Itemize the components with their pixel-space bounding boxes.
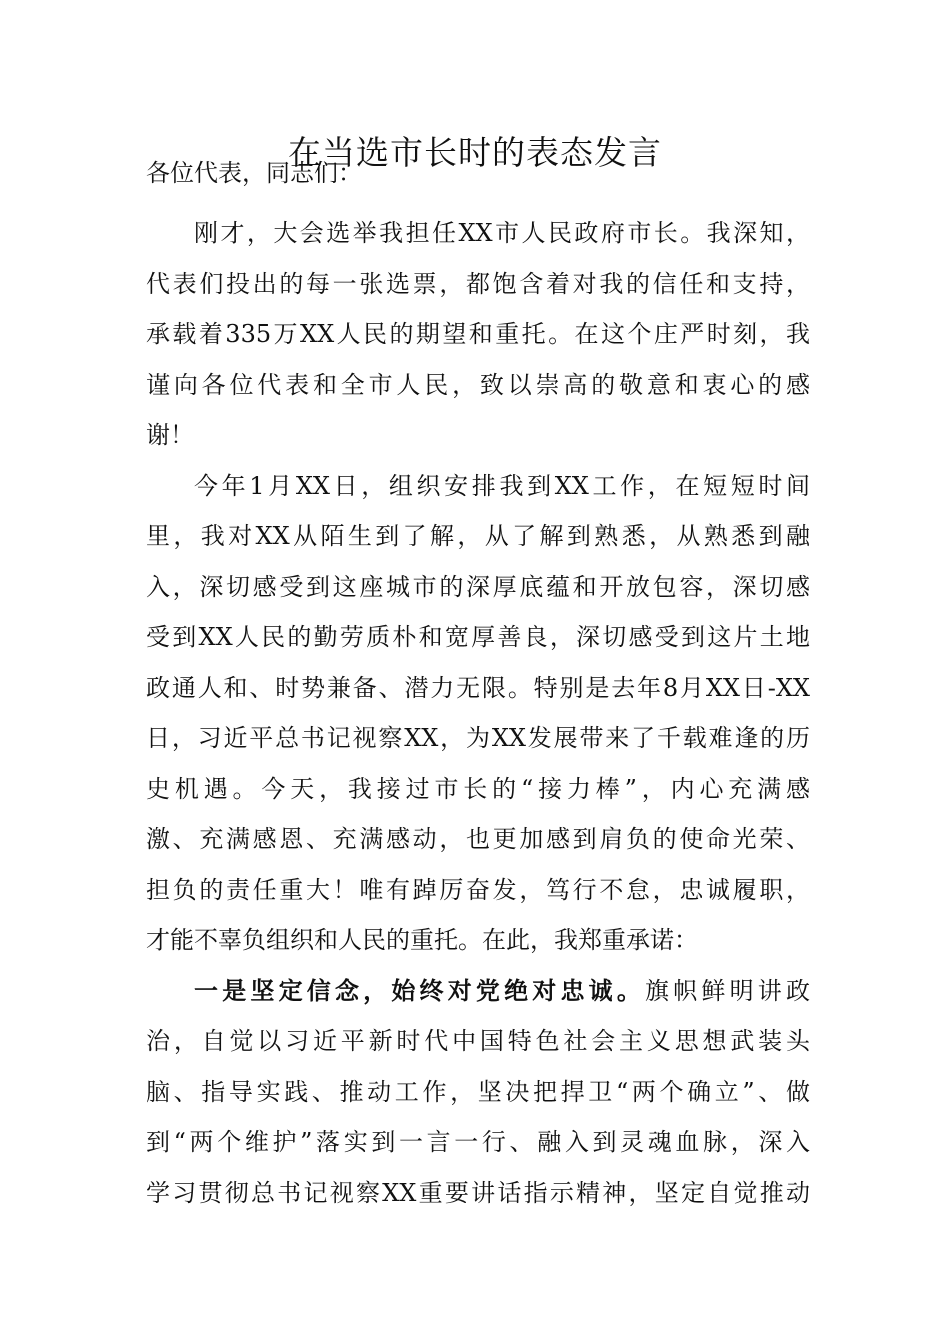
line-text: 史机遇。今天，我接过市长的“接力棒”，内心充满感 [146, 774, 810, 803]
body-text [146, 208, 810, 1218]
text-line [146, 309, 810, 360]
line-text: 里，我对XX从陌生到了解，从了解到熟悉，从熟悉到融 [146, 522, 810, 550]
text-line [146, 1117, 810, 1168]
text-line [146, 259, 810, 310]
text-line [146, 713, 810, 764]
text-line [146, 966, 810, 1017]
text-line [146, 865, 810, 916]
line-text: 承载着335万XX人民的期望和重托。在这个庄严时刻，我 [146, 320, 810, 348]
text-line [146, 1168, 810, 1219]
line-text: 脑、指导实践、推动工作，坚决把捍卫“两个确立”、做 [146, 1077, 810, 1106]
text-line [146, 663, 810, 714]
text-line [146, 764, 810, 815]
text-line [146, 1067, 810, 1118]
line-text: 激、充满感恩、充满感动，也更加感到肩负的使命光荣、 [146, 825, 810, 853]
bold-heading: 一是坚定信念，始终对党绝对忠诚。 [194, 976, 646, 1005]
text-line [146, 360, 810, 411]
document-title: 在当选市长时的表态发言 [288, 133, 662, 172]
line-text: 旗帜鲜明讲政 [645, 976, 810, 1005]
line-text: 才能不辜负组织和人民的重托。在此，我郑重承诺： [146, 926, 698, 954]
text-line [146, 410, 810, 461]
line-text: 入，深切感受到这座城市的深厚底蕴和开放包容，深切感 [146, 572, 810, 601]
line-text: 政通人和、时势兼备、潜力无限。特别是去年8月XX日-XX [146, 673, 810, 702]
text-line [146, 208, 810, 259]
text-line [146, 562, 810, 613]
line-text: 日，习近平总书记视察XX，为XX发展带来了千载难逢的历 [146, 724, 810, 752]
text-line [146, 461, 810, 512]
line-text: 担负的责任重大！唯有踔厉奋发，笃行不怠，忠诚履职， [146, 875, 810, 904]
line-text: 刚才，大会选举我担任XX市人民政府市长。我深知， [194, 219, 810, 247]
line-text: 到“两个维护”落实到一言一行、融入到灵魂血脉，深入 [146, 1128, 810, 1156]
text-line [146, 814, 810, 865]
line-text: 今年1月XX日，组织安排我到XX工作，在短短时间 [194, 471, 810, 500]
text-line [146, 511, 810, 562]
line-text: 学习贯彻总书记视察XX重要讲话指示精神，坚定自觉推动 [146, 1178, 810, 1207]
line-text: 谨向各位代表和全市人民，致以崇高的敬意和衷心的感 [146, 370, 810, 399]
line-text: 受到XX人民的勤劳质朴和宽厚善良，深切感受到这片土地 [146, 623, 810, 651]
greeting: 各位代表，同志们： [146, 159, 362, 187]
line-text: 谢！ [146, 421, 194, 449]
line-text: 治，自觉以习近平新时代中国特色社会主义思想武装头 [146, 1027, 810, 1055]
text-line [146, 915, 810, 966]
text-line [146, 612, 810, 663]
text-line [146, 1016, 810, 1067]
line-text: 代表们投出的每一张选票，都饱含着对我的信任和支持， [146, 269, 810, 298]
